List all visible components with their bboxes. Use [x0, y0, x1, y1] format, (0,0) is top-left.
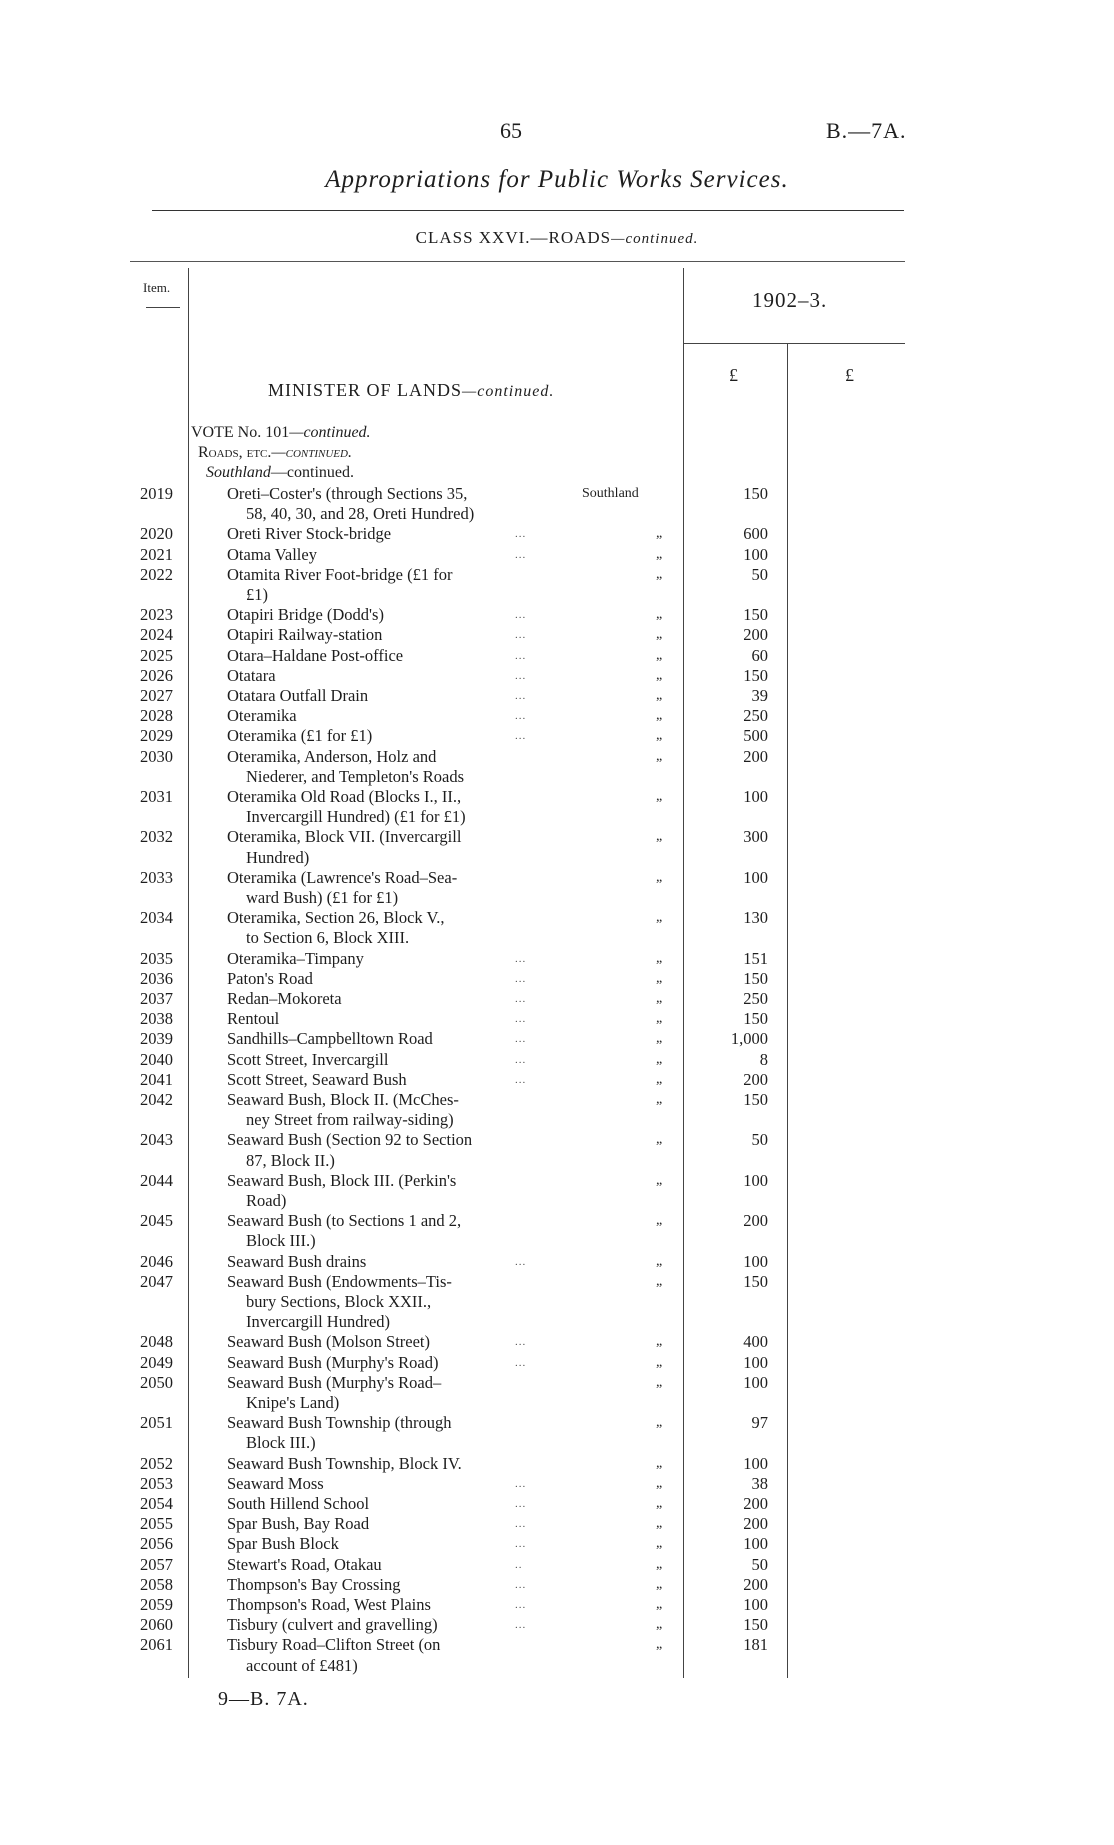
table-row	[0, 1615, 1114, 1635]
amount-value: 100	[743, 787, 768, 806]
item-number: 2034	[140, 908, 173, 928]
class-heading-suffix: —continued.	[611, 231, 699, 247]
district-name: „	[656, 1334, 663, 1350]
table-row	[0, 827, 1114, 847]
currency-header-1: £	[729, 365, 738, 385]
leader-dots: ...	[515, 528, 527, 541]
leader-dots: ...	[515, 1033, 527, 1046]
item-description: Otatara	[227, 665, 276, 685]
district-name: „	[656, 829, 663, 845]
amount-value: 97	[751, 1413, 768, 1433]
item-description: Seaward Moss	[227, 1473, 324, 1493]
table-row	[0, 1130, 1114, 1150]
item-description: Rentoul	[227, 1009, 280, 1029]
item-description: Tisbury (culvert and gravelling)	[227, 1615, 438, 1635]
table-row	[0, 747, 1114, 767]
currency-header-2: £	[845, 365, 854, 385]
section-title	[268, 380, 554, 401]
item-description: Seaward Bush (Section 92 to Section	[227, 1130, 473, 1150]
item-description: Oteramika (Lawrence's Road–Sea-	[227, 867, 458, 887]
amount-value: 300	[743, 827, 768, 847]
item-number: 2040	[140, 1049, 173, 1069]
item-description: Stewart's Road, Otakau	[227, 1554, 382, 1574]
district-name: „	[656, 1637, 663, 1653]
amount-value: 150	[743, 968, 768, 988]
item-description: Otara–Haldane Post-office	[227, 645, 404, 665]
item-description-continuation: bury Sections, Block XXII.,	[246, 1292, 432, 1311]
amount-value: 100	[743, 867, 768, 887]
table-top-rule	[130, 261, 905, 262]
item-description: Oteramika–Timpany	[227, 948, 364, 968]
item-number: 2061	[140, 1635, 173, 1655]
leader-dots: ...	[515, 548, 527, 561]
district-name: „	[656, 789, 663, 804]
item-description-continuation: Road)	[246, 1191, 287, 1210]
table-row	[0, 1070, 1114, 1090]
roads-subheading-suffix: —continued.	[271, 444, 352, 461]
item-description: Oteramika (£1 for £1)	[227, 726, 373, 746]
leader-dots: ...	[515, 690, 527, 702]
amount-value: 1,000	[730, 1029, 768, 1049]
item-description-continuation: account of £481)	[246, 1655, 358, 1675]
year-header: 1902–3.	[752, 288, 828, 312]
leader-dots: ...	[515, 669, 527, 682]
amount-value: 200	[743, 1514, 768, 1534]
district-name: „	[656, 1051, 663, 1067]
item-number: 2057	[140, 1554, 173, 1574]
district-name: „	[656, 748, 663, 764]
amount-value: 150	[743, 605, 768, 625]
item-description-continuation: ney Street from railway-siding)	[246, 1110, 454, 1130]
header-rule	[152, 210, 904, 211]
item-number: 2058	[140, 1574, 173, 1594]
table-row	[0, 1454, 1114, 1474]
item-description: Thompson's Road, West Plains	[227, 1595, 431, 1614]
item-description: Scott Street, Invercargill	[227, 1049, 389, 1069]
table-row	[0, 706, 1114, 726]
amount-value: 130	[743, 908, 768, 928]
vote-heading-suffix: —continued.	[289, 424, 371, 441]
footer-signature: 9—B. 7A.	[218, 1688, 309, 1710]
item-number: 2044	[140, 1170, 173, 1190]
leader-dots: ...	[515, 649, 527, 662]
item-number: 2038	[140, 1009, 173, 1029]
amount-value: 150	[743, 1009, 768, 1029]
district-name: „	[656, 526, 663, 542]
table-row	[0, 1171, 1114, 1191]
amount-value: 50	[751, 1130, 768, 1150]
amount-value: 39	[751, 686, 768, 705]
amount-value: 200	[743, 1574, 768, 1594]
district-name: „	[656, 1213, 663, 1229]
amount-value: 60	[751, 645, 768, 665]
item-description: Paton's Road	[227, 968, 313, 988]
item-number: 2056	[140, 1534, 173, 1554]
item-number: 2041	[140, 1069, 173, 1089]
item-number: 2047	[140, 1271, 173, 1291]
district-name: „	[656, 869, 663, 885]
item-number: 2036	[140, 968, 173, 988]
item-number: 2043	[140, 1130, 173, 1150]
leader-dots: ..	[515, 1558, 523, 1571]
item-number: 2050	[140, 1372, 173, 1392]
item-description: Seaward Bush Township (through	[227, 1413, 452, 1433]
table-row	[0, 1555, 1114, 1575]
leader-dots: ...	[515, 609, 527, 622]
amount-value: 181	[743, 1635, 768, 1655]
item-description: Seaward Bush (to Sections 1 and 2,	[227, 1211, 462, 1231]
amount-value: 250	[743, 989, 768, 1008]
district-name: „	[656, 1374, 663, 1390]
item-description: Oreti–Coster's (through Sections 35,	[227, 484, 468, 503]
district-name: „	[656, 647, 663, 663]
item-description: Seaward Bush drains	[227, 1251, 367, 1271]
amount-value: 50	[751, 1554, 768, 1574]
item-description-continuation: 58, 40, 30, and 28, Oreti Hundred)	[246, 504, 475, 524]
district-name: „	[656, 667, 663, 683]
district-name: „	[656, 991, 663, 1006]
item-number: 2028	[140, 706, 173, 726]
item-description: Oteramika, Block VII. (Invercargill	[227, 827, 462, 847]
district-name: „	[656, 627, 663, 643]
item-number: 2046	[140, 1251, 173, 1271]
page-title: Appropriations for Public Works Services.	[325, 166, 789, 193]
item-description-continuation: Block III.)	[246, 1433, 316, 1453]
item-description-continuation: Invercargill Hundred)	[246, 1312, 391, 1332]
item-number: 2052	[140, 1453, 173, 1473]
item-number: 2048	[140, 1332, 173, 1352]
amount-value: 200	[743, 746, 768, 766]
amount-value: 200	[743, 1211, 768, 1231]
item-description: Seaward Bush, Block III. (Perkin's	[227, 1170, 457, 1190]
item-number: 2023	[140, 605, 173, 625]
document-reference: B.—7A.	[826, 118, 907, 143]
district-name: „	[656, 1031, 663, 1047]
amount-value: 8	[759, 1049, 768, 1069]
page-number: 65	[500, 118, 522, 143]
district-name: „	[656, 566, 663, 582]
district-name: „	[656, 1556, 663, 1572]
amount-value: 400	[743, 1332, 768, 1352]
item-description: Seaward Bush (Endowments–Tis-	[227, 1271, 452, 1291]
amount-value: 100	[743, 544, 768, 564]
amount-value: 200	[743, 625, 768, 645]
table-row	[0, 646, 1114, 666]
table-row	[0, 1514, 1114, 1534]
table-row	[0, 949, 1114, 969]
leader-dots: ...	[515, 1336, 527, 1349]
table-row	[0, 1353, 1114, 1373]
item-description: Oteramika, Anderson, Holz and	[227, 746, 437, 766]
item-description: Redan–Mokoreta	[227, 989, 342, 1008]
district-name: „	[656, 1475, 663, 1491]
leader-dots: ...	[515, 1356, 527, 1369]
district-name: Southland	[582, 486, 639, 501]
item-number: 2054	[140, 1494, 173, 1513]
item-description-continuation: £1)	[246, 585, 268, 604]
item-description: South Hillend School	[227, 1494, 370, 1513]
leader-dots: ...	[515, 1599, 527, 1611]
table-row	[0, 524, 1114, 544]
amount-value: 100	[743, 1453, 768, 1473]
amount-value: 500	[743, 726, 768, 746]
district-name: „	[656, 1536, 663, 1552]
item-number: 2051	[140, 1413, 173, 1433]
table-row	[0, 1252, 1114, 1272]
leader-dots: ...	[515, 710, 527, 723]
item-description-continuation: 87, Block II.)	[246, 1150, 335, 1170]
amount-value: 151	[743, 948, 768, 968]
leader-dots: ...	[515, 1477, 527, 1490]
item-number: 2049	[140, 1352, 173, 1372]
item-number: 2031	[140, 787, 173, 806]
vote-heading	[191, 424, 371, 442]
leader-dots: ...	[515, 972, 527, 985]
table-row	[0, 969, 1114, 989]
item-description: Thompson's Bay Crossing	[227, 1574, 401, 1594]
leader-dots: ...	[515, 1255, 527, 1268]
leader-dots: ...	[515, 1578, 527, 1591]
item-description-continuation: Invercargill Hundred) (£1 for £1)	[246, 807, 466, 827]
item-description: Tisbury Road–Clifton Street (on	[227, 1635, 441, 1655]
region-subheading-text: Southland	[206, 464, 271, 481]
item-description: Otapiri Bridge (Dodd's)	[227, 605, 384, 625]
leader-dots: ...	[515, 952, 527, 965]
item-description: Seaward Bush, Block II. (McChes-	[227, 1090, 459, 1109]
item-number: 2021	[140, 544, 173, 564]
table-row	[0, 1272, 1114, 1292]
amount-value: 100	[743, 1170, 768, 1190]
item-number: 2024	[140, 625, 173, 645]
item-description: Oteramika	[227, 706, 297, 726]
table-row	[0, 1050, 1114, 1070]
item-number: 2033	[140, 867, 173, 887]
district-name: „	[656, 950, 663, 966]
item-number: 2027	[140, 686, 173, 705]
district-name: „	[656, 1071, 663, 1087]
leader-dots: ...	[515, 1073, 527, 1086]
item-description-continuation: Knipe's Land)	[246, 1393, 340, 1412]
district-name: „	[656, 688, 663, 703]
district-name: „	[656, 1092, 663, 1107]
item-description: Oteramika Old Road (Blocks I., II.,	[227, 787, 462, 806]
table-row	[0, 484, 1114, 504]
item-description-continuation: ward Bush) (£1 for £1)	[246, 888, 399, 907]
item-column-header: Item.	[143, 280, 171, 295]
section-title-suffix: —continued.	[462, 383, 555, 400]
district-name: „	[656, 1415, 663, 1431]
item-number: 2039	[140, 1029, 173, 1049]
table-row	[0, 686, 1114, 706]
amount-value: 150	[743, 1090, 768, 1109]
table-row	[0, 625, 1114, 645]
amount-value: 100	[743, 1372, 768, 1392]
section-title-text: MINISTER OF LANDS	[268, 380, 463, 400]
roads-subheading	[198, 444, 352, 462]
leader-dots: ...	[515, 1538, 527, 1551]
table-row	[0, 1090, 1114, 1110]
leader-dots: ...	[515, 629, 527, 642]
item-description: Spar Bush Block	[227, 1534, 339, 1554]
item-number: 2022	[140, 564, 173, 584]
item-number: 2030	[140, 746, 173, 766]
district-name: „	[656, 607, 663, 623]
roads-subheading-text: Roads, etc.	[198, 444, 272, 461]
leader-dots: ...	[515, 1619, 527, 1632]
item-description: Seaward Bush (Murphy's Road)	[227, 1352, 439, 1372]
district-name: „	[656, 1496, 663, 1511]
amount-value: 250	[743, 706, 768, 726]
table-row	[0, 605, 1114, 625]
table-row	[0, 1595, 1114, 1615]
item-number: 2026	[140, 665, 173, 685]
table-row	[0, 989, 1114, 1009]
table-row	[0, 1413, 1114, 1433]
table-row	[0, 1211, 1114, 1231]
district-name: „	[656, 1597, 663, 1612]
table-row	[0, 666, 1114, 686]
table-row	[0, 1009, 1114, 1029]
amount-value: 150	[743, 1271, 768, 1291]
table-row	[0, 868, 1114, 888]
item-number: 2045	[140, 1211, 173, 1231]
district-name: „	[656, 1132, 663, 1148]
amount-value: 100	[743, 1595, 768, 1614]
amount-value: 100	[743, 1251, 768, 1271]
table-row	[0, 726, 1114, 746]
district-name: „	[656, 1576, 663, 1592]
amount-value: 150	[743, 484, 768, 503]
table-row	[0, 1575, 1114, 1595]
item-description-continuation: Hundred)	[246, 847, 310, 867]
item-number: 2055	[140, 1514, 173, 1534]
district-name: „	[656, 910, 663, 926]
table-row	[0, 1029, 1114, 1049]
district-name: „	[656, 708, 663, 724]
table-row	[0, 545, 1114, 565]
item-description: Seaward Bush (Murphy's Road–	[227, 1372, 442, 1392]
district-name: „	[656, 1273, 663, 1289]
table-row	[0, 1635, 1114, 1655]
leader-dots: ...	[515, 1518, 527, 1531]
item-description: Otatara Outfall Drain	[227, 686, 369, 705]
item-number: 2025	[140, 645, 173, 665]
item-description: Otamita River Foot-bridge (£1 for	[227, 564, 453, 584]
leader-dots: ...	[515, 1498, 527, 1510]
table-row	[0, 787, 1114, 807]
vote-heading-text: VOTE No. 101	[191, 424, 290, 441]
district-name: „	[656, 1354, 663, 1370]
district-name: „	[656, 1011, 663, 1027]
item-number: 2059	[140, 1595, 173, 1614]
district-name: „	[656, 970, 663, 986]
amount-value: 50	[751, 564, 768, 584]
district-name: „	[656, 1172, 663, 1188]
year-header-rule	[683, 343, 905, 344]
item-description: Oreti River Stock-bridge	[227, 524, 392, 544]
table-row	[0, 1373, 1114, 1393]
item-description: Scott Street, Seaward Bush	[227, 1069, 407, 1089]
item-number: 2035	[140, 948, 173, 968]
class-heading-text: CLASS XXVI.—ROADS	[415, 228, 612, 247]
class-heading	[0, 228, 1114, 248]
item-number: 2032	[140, 827, 173, 847]
item-number: 2042	[140, 1090, 173, 1109]
item-description: Sandhills–Campbelltown Road	[227, 1029, 433, 1049]
amount-value: 200	[743, 1069, 768, 1089]
district-name: „	[656, 728, 663, 744]
table-row	[0, 565, 1114, 585]
table-row	[0, 908, 1114, 928]
item-description: Otapiri Railway-station	[227, 625, 383, 645]
item-description: Seaward Bush Township, Block IV.	[227, 1453, 462, 1473]
item-description-continuation: Block III.)	[246, 1231, 316, 1251]
amount-value: 600	[743, 524, 768, 544]
item-number: 2037	[140, 989, 173, 1008]
item-number: 2053	[140, 1473, 173, 1493]
item-number: 2029	[140, 726, 173, 746]
table-row	[0, 1494, 1114, 1514]
table-row	[0, 1474, 1114, 1494]
item-header-underline	[146, 307, 180, 308]
item-description: Oteramika, Section 26, Block V.,	[227, 908, 445, 928]
leader-dots: ...	[515, 993, 527, 1005]
item-number: 2060	[140, 1615, 173, 1635]
leader-dots: ...	[515, 1013, 527, 1026]
region-subheading	[206, 464, 354, 482]
amount-value: 200	[743, 1494, 768, 1513]
region-subheading-suffix: —continued.	[270, 464, 354, 481]
district-name: „	[656, 546, 663, 562]
amount-value: 150	[743, 665, 768, 685]
amount-value: 100	[743, 1534, 768, 1554]
item-description: Spar Bush, Bay Road	[227, 1514, 370, 1534]
item-number: 2019	[140, 484, 173, 503]
item-number: 2020	[140, 524, 173, 544]
district-name: „	[656, 1617, 663, 1633]
district-name: „	[656, 1455, 663, 1471]
amount-value: 150	[743, 1615, 768, 1635]
table-row	[0, 1332, 1114, 1352]
item-description-continuation: to Section 6, Block XIII.	[246, 928, 410, 948]
amount-value: 38	[751, 1473, 768, 1493]
item-description: Otama Valley	[227, 544, 317, 564]
amount-value: 100	[743, 1352, 768, 1372]
district-name: „	[656, 1516, 663, 1532]
table-row	[0, 1534, 1114, 1554]
leader-dots: ...	[515, 730, 527, 743]
item-description: Seaward Bush (Molson Street)	[227, 1332, 431, 1352]
leader-dots: ...	[515, 1053, 527, 1066]
item-description-continuation: Niederer, and Templeton's Roads	[246, 766, 465, 786]
district-name: „	[656, 1253, 663, 1269]
